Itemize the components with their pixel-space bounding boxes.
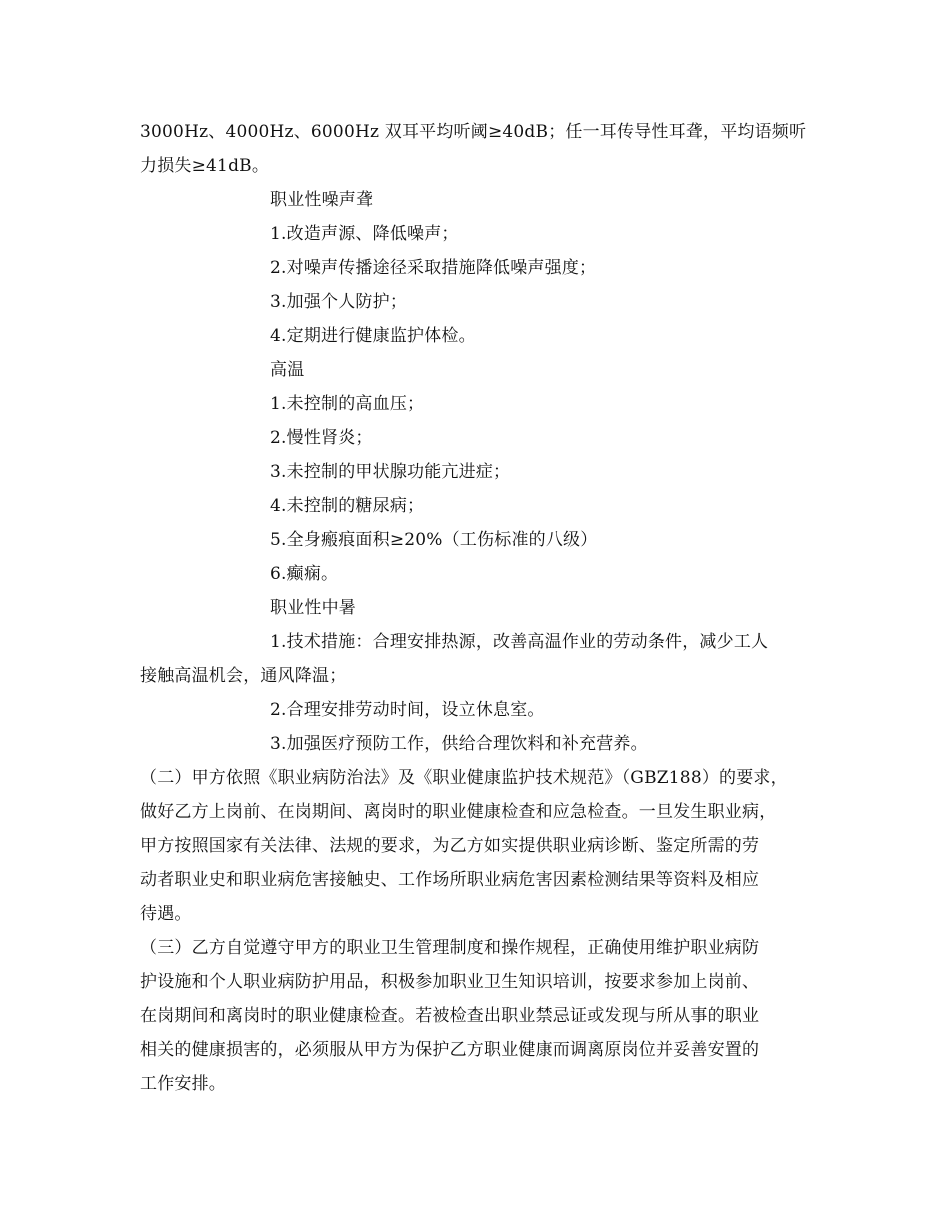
section-2-line-4: 动者职业史和职业病危害接触史、工作场所职业病危害因素检测结果等资料及相应: [140, 870, 760, 890]
heat-item-3: 3.未控制的甲状腺功能亢进症；: [270, 462, 511, 482]
section-3-line-3: 在岗期间和离岗时的职业健康检查。若被检查出职业禁忌证或发现与所从事的职业: [140, 1006, 760, 1026]
heatstroke-item-2: 2.合理安排劳动时间，设立休息室。: [270, 700, 545, 720]
section-2-line-1: （二）甲方依照《职业病防治法》及《职业健康监护技术规范》（GBZ188）的要求，: [140, 768, 788, 788]
heatstroke-item-1-line-1: 1.技术措施：合理安排热源，改善高温作业的劳动条件，减少工人: [270, 632, 769, 652]
heat-item-2: 2.慢性肾炎；: [270, 428, 373, 448]
section-2-line-3: 甲方按照国家有关法律、法规的要求，为乙方如实提供职业病诊断、鉴定所需的劳: [140, 836, 760, 856]
section-2-line-5: 待遇。: [140, 904, 192, 924]
heat-item-6: 6.癫痫。: [270, 564, 339, 584]
intro-line-1: 3000Hz、4000Hz、6000Hz 双耳平均听阈≥40dB；任一耳传导性耳聋，平均语频听: [140, 122, 807, 142]
heatstroke-item-1-line-2: 接触高温机会，通风降温；: [140, 666, 347, 686]
intro-line-2: 力损失≥41dB。: [140, 156, 270, 176]
heat-heading: 高温: [270, 360, 305, 380]
noise-item-4: 4.定期进行健康监护体检。: [270, 326, 476, 346]
section-3-line-1: （三）乙方自觉遵守甲方的职业卫生管理制度和操作规程，正确使用维护职业病防: [140, 938, 760, 958]
noise-item-1: 1.改造声源、降低噪声；: [270, 224, 459, 244]
section-3-line-4: 相关的健康损害的，必须服从甲方为保护乙方职业健康而调离原岗位并妥善安置的: [140, 1040, 760, 1060]
noise-item-3: 3.加强个人防护；: [270, 292, 408, 312]
noise-item-2: 2.对噪声传播途径采取措施降低噪声强度；: [270, 258, 597, 278]
section-3-line-2: 护设施和个人职业病防护用品，积极参加职业卫生知识培训，按要求参加上岗前、: [140, 972, 760, 992]
heat-item-4: 4.未控制的糖尿病；: [270, 496, 425, 516]
heatstroke-heading: 职业性中暑: [270, 598, 356, 618]
heat-item-5: 5.全身瘢痕面积≥20%（工伤标准的八级）: [270, 530, 598, 550]
noise-heading: 职业性噪声聋: [270, 190, 374, 210]
section-3-line-5: 工作安排。: [140, 1074, 226, 1094]
heat-item-1: 1.未控制的高血压；: [270, 394, 425, 414]
heatstroke-item-3: 3.加强医疗预防工作，供给合理饮料和补充营养。: [270, 734, 648, 754]
section-2-line-2: 做好乙方上岗前、在岗期间、离岗时的职业健康检查和应急检查。一旦发生职业病，: [140, 802, 777, 822]
